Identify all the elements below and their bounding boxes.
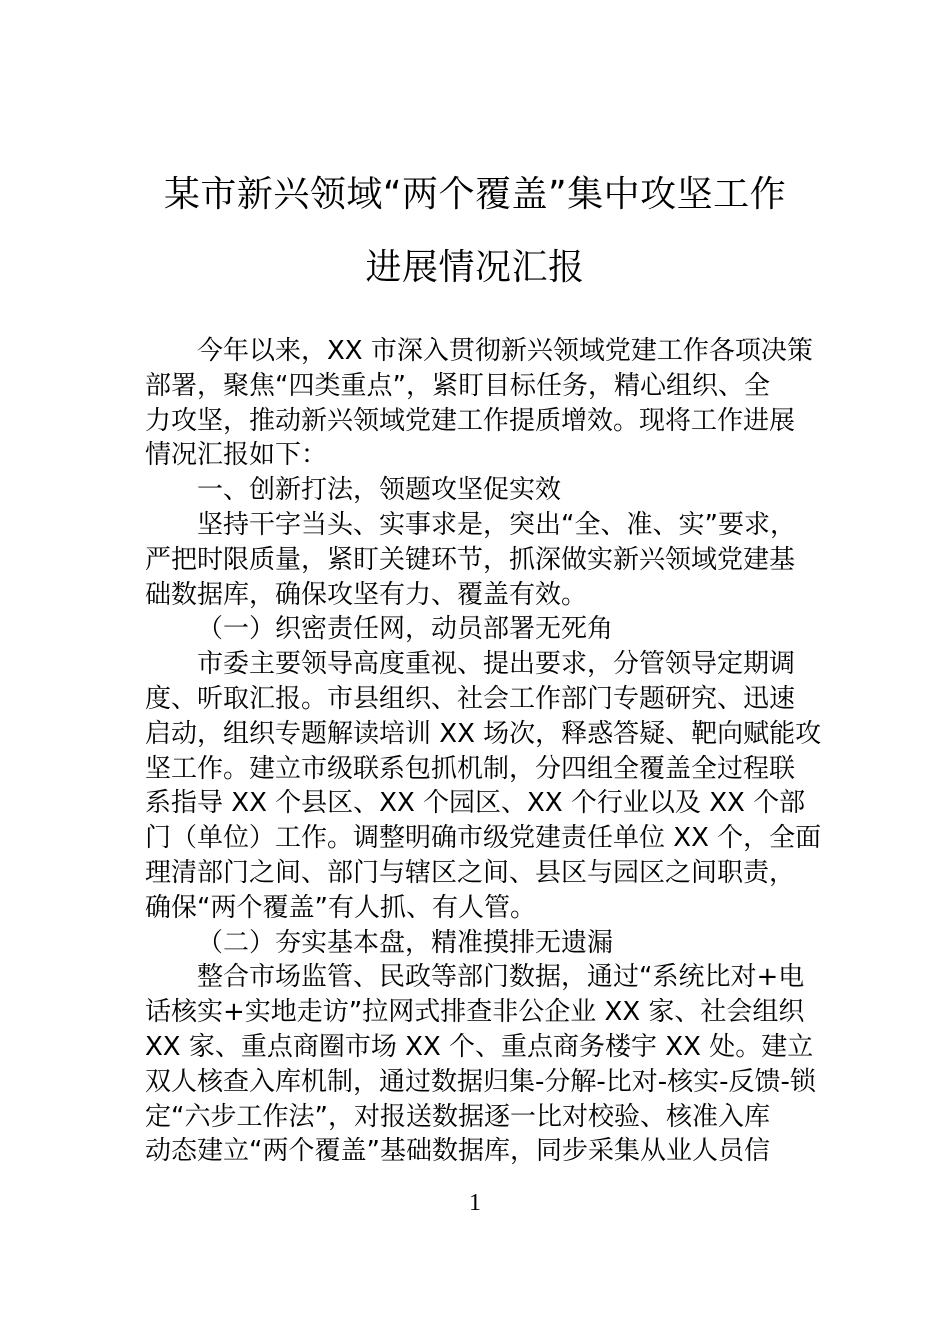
paragraph-line: XX 家、重点商圈市场 XX 个、重点商务楼宇 XX 处。建立 [145,1031,814,1062]
paragraph-line: 话核实+实地走访”拉网式排查非公企业 XX 家、社会组织 [145,997,805,1028]
paragraph-line: 定“六步工作法”，对报送数据逐一比对校验、核准入库 [145,1101,770,1132]
paragraph-line: 确保“两个覆盖”有人抓、有人管。 [145,892,536,923]
paragraph-line: 系指导 XX 个县区、XX 个园区、XX 个行业以及 XX 个部 [145,788,806,819]
subsection-heading: （二）夯实基本盘，精准摸排无遗漏 [197,927,614,958]
paragraph-line: 严把时限质量，紧盯关键环节，抓深做实新兴领域党建基 [145,544,796,575]
paragraph-line: 整合市场监管、民政等部门数据，通过“系统比对+电 [197,962,805,993]
section-heading: 一、创新打法，领题攻坚促实效 [197,475,562,506]
paragraph-line: 力攻坚，推动新兴领域党建工作提质增效。现将工作进展 [145,405,796,436]
paragraph-line: 双人核查入库机制，通过数据归集-分解-比对-核实-反馈-锁 [145,1066,816,1097]
subsection-heading: （一）织密责任网，动员部署无死角 [197,614,614,645]
paragraph-line: 启动，组织专题解读培训 XX 场次，释惑答疑、靶向赋能攻 [145,718,822,749]
document-body [145,334,822,1169]
document-title-line-2: 进展情况汇报 [365,247,585,288]
page-number: 1 [469,1190,481,1216]
paragraph-line: 坚持干字当头、实事求是，突出“全、准、实”要求， [197,509,796,540]
paragraph-line: 门（单位）工作。调整明确市级党建责任单位 XX 个，全面 [145,823,822,854]
paragraph-line: 理清部门之间、部门与辖区之间、县区与园区之间职责， [145,857,796,888]
paragraph-line: 部署，聚焦“四类重点”，紧盯目标任务，精心组织、全 [145,370,770,401]
paragraph-line: 今年以来，XX 市深入贯彻新兴领域党建工作各项决策 [197,336,813,366]
paragraph-line: 市委主要领导高度重视、提出要求，分管领导定期调 [197,649,796,680]
paragraph-line: 动态建立“两个覆盖”基础数据库，同步采集从业人员信 [145,1136,770,1167]
paragraph-line: 坚工作。建立市级联系包抓机制，分四组全覆盖全过程联 [145,753,796,784]
paragraph-line: 情况汇报如下： [145,440,328,471]
paragraph-line: 础数据库，确保攻坚有力、覆盖有效。 [145,579,588,610]
paragraph-line: 度、听取汇报。市县组织、社会工作部门专题研究、迅速 [145,683,796,714]
document-title-line-1: 某市新兴领域“两个覆盖”集中攻坚工作 [163,174,787,215]
